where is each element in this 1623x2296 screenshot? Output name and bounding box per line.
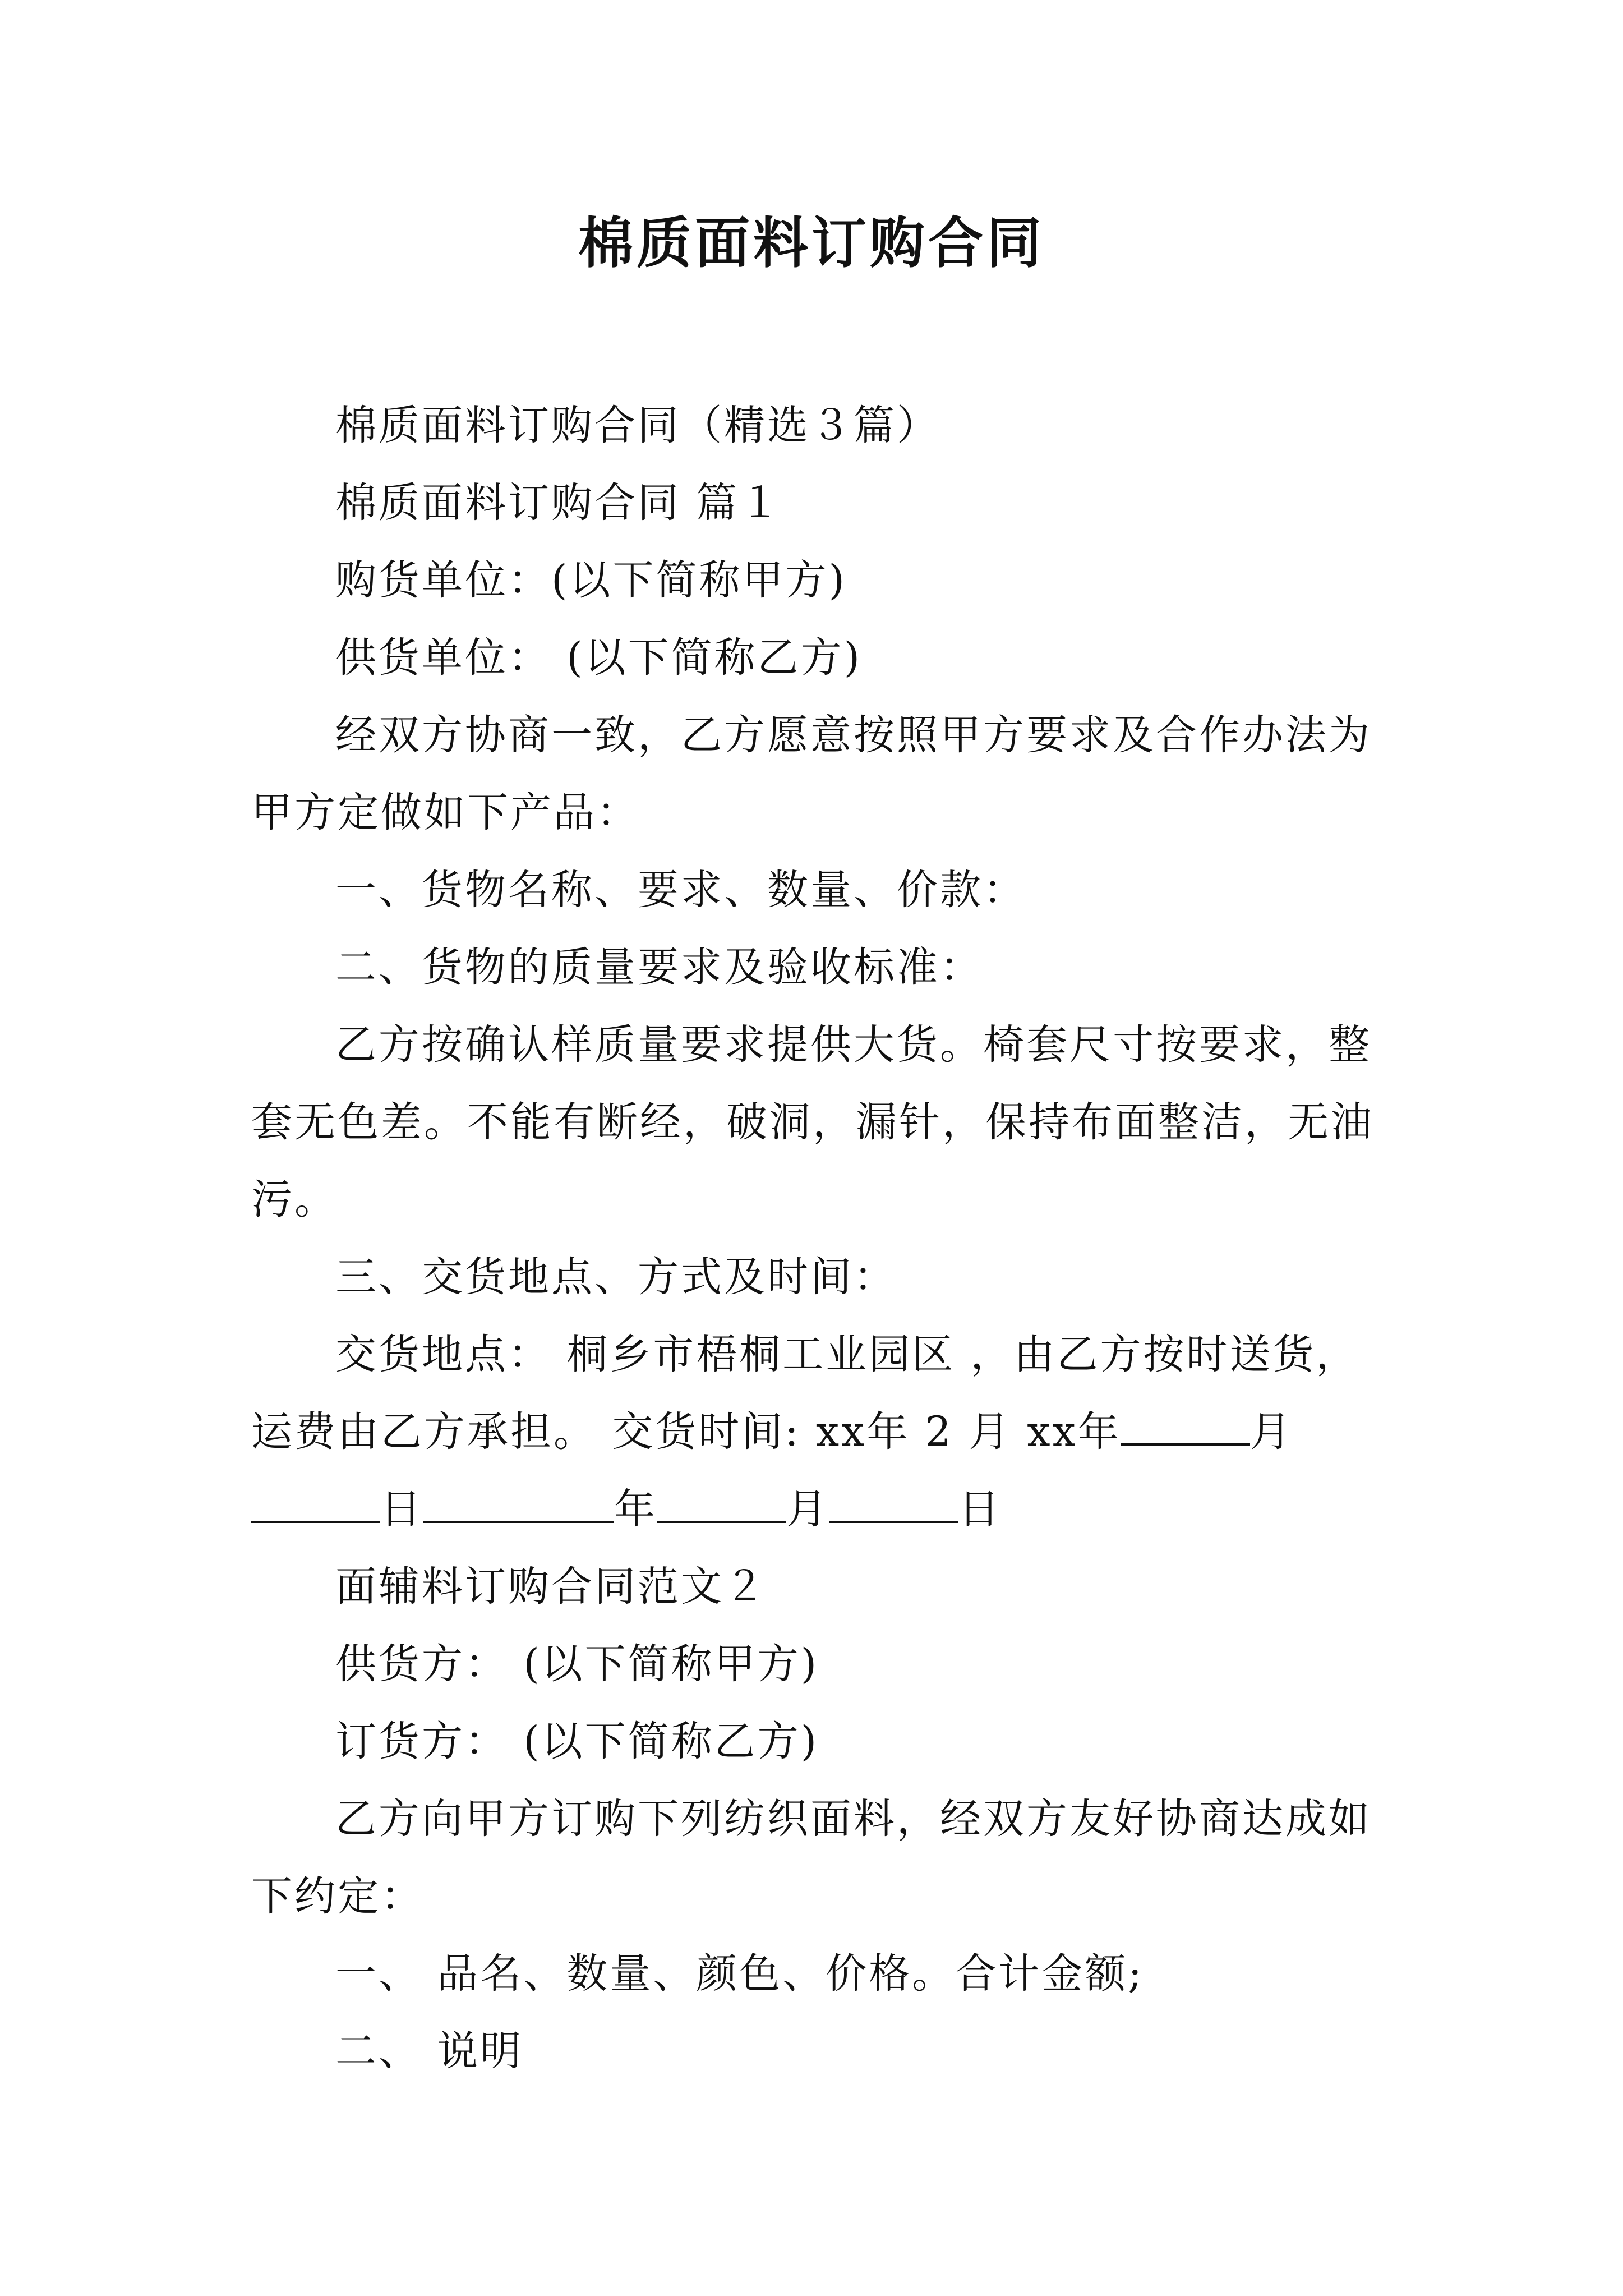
paragraph-agreement: 经双方协商一致，乙方愿意按照甲方要求及合作办法为甲方定做如下产品：	[251, 711, 1372, 836]
paragraph-buyer-2: 订货方： (以下简称乙方)	[335, 1718, 819, 1765]
blank-line	[251, 1475, 380, 1523]
paragraph-clause-3: 三、交货地点、方式及时间：	[335, 1253, 897, 1301]
delivery-day-2: 日	[958, 1485, 1002, 1533]
paragraph-buyer: 购货单位：(以下简称甲方)	[335, 556, 847, 604]
blank-line	[423, 1475, 614, 1523]
blank-line	[657, 1475, 786, 1523]
blank-line	[829, 1475, 958, 1523]
paragraph-part-heading-1: 棉质面料订购合同 篇１	[335, 479, 783, 527]
blank-line	[1121, 1397, 1250, 1446]
paragraph-clause-1: 一、货物名称、要求、数量、价款：	[335, 866, 1026, 914]
delivery-text: 交货地点： 桐乡市梧桐工业园区 ，由乙方按时送货，运费由乙方承担。 交货时间: xx年 2 月 xx年	[251, 1331, 1359, 1456]
paragraph-clause-2: 二、货物的质量要求及验收标准：	[335, 944, 983, 991]
paragraph-supplier: 供货单位： (以下简称乙方)	[335, 634, 863, 682]
paragraph-supplier-2: 供货方： (以下简称甲方)	[335, 1640, 819, 1688]
delivery-month-2: 月	[786, 1485, 829, 1533]
paragraph-item-2: 二、 说明	[335, 2027, 524, 2075]
delivery-day-1: 日	[380, 1485, 423, 1533]
paragraph-quality: 乙方按确认样质量要求提供大货。椅套尺寸按要求，整套无色差。不能有断经，破洞，漏针，保持布面整洁，无油污。	[251, 1021, 1374, 1223]
paragraph-item-1: 一、 品名、数量、颜色、价格。合计金额;	[335, 1950, 1144, 1998]
delivery-year-2: 年	[614, 1485, 657, 1533]
paragraph-subtitle: 棉质面料订购合同（精选３篇）	[335, 402, 940, 449]
paragraph-delivery	[251, 1316, 1378, 1548]
paragraph-part-heading-2: 面辅料订购合同范文２	[335, 1563, 767, 1611]
document-title: 棉质面料订购合同	[578, 211, 1045, 275]
paragraph-order-agreement: 乙方向甲方订购下列纺织面料，经双方友好协商达成如下约定：	[251, 1795, 1372, 1920]
delivery-month-1: 月	[1249, 1408, 1293, 1456]
document-body	[251, 387, 1378, 2090]
